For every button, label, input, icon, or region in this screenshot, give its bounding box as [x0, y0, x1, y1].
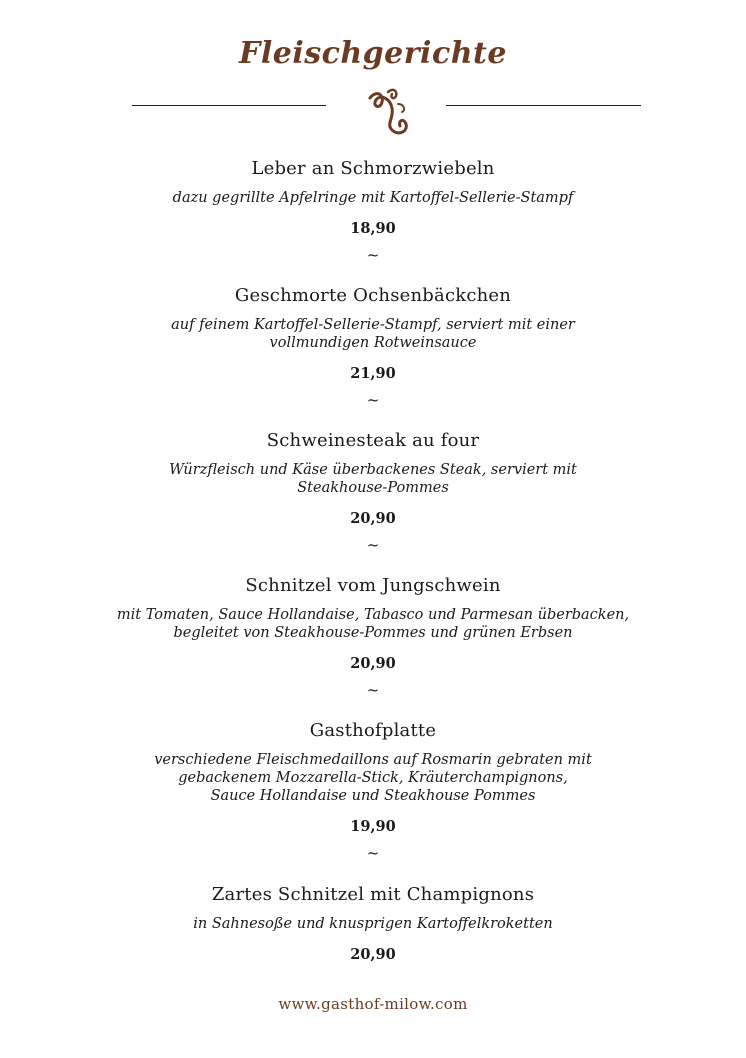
dish-price: 18,90 — [350, 220, 396, 237]
divider-right — [446, 105, 641, 106]
divider-left — [132, 105, 326, 106]
dish-price: 20,90 — [350, 946, 396, 963]
menu-item — [0, 430, 746, 552]
website-link[interactable]: www.gasthof-milow.com — [278, 995, 468, 1013]
dish-description: mit Tomaten, Sauce Hollandaise, Tabasco und Parmesan überbacken, begleitet von Steakhouse-Pommes und grünen Erbsen — [116, 607, 630, 641]
dish-description: dazu gegrillte Apfelringe mit Kartoffel-Sellerie-Stampf — [172, 190, 574, 206]
item-separator: ~ — [366, 536, 380, 554]
dish-name: Geschmorte Ochsenbäckchen — [234, 285, 512, 306]
dish-price: 19,90 — [350, 818, 396, 835]
dish-description: Würzfleisch und Käse überbackenes Steak, serviert mit Steakhouse-Pommes — [169, 462, 577, 496]
dish-description: in Sahnesoße und knusprigen Kartoffelkroketten — [193, 916, 553, 932]
item-separator: ~ — [366, 246, 380, 264]
menu-item — [0, 575, 746, 697]
dish-name: Zartes Schnitzel mit Champignons — [211, 884, 535, 905]
dish-price: 21,90 — [350, 365, 396, 382]
dish-description: auf feinem Kartoffel-Sellerie-Stampf, serviert mit einer vollmundigen Rotweinsauce — [171, 317, 575, 351]
item-separator: ~ — [366, 681, 380, 699]
dish-price: 20,90 — [350, 655, 396, 672]
dish-name: Schnitzel vom Jungschwein — [245, 575, 501, 596]
menu-item — [0, 285, 746, 407]
item-separator: ~ — [366, 391, 380, 409]
menu-item — [0, 884, 746, 964]
dish-name: Schweinesteak au four — [266, 430, 480, 451]
item-separator: ~ — [366, 844, 380, 862]
dish-name: Leber an Schmorzwiebeln — [251, 158, 495, 179]
dish-name: Gasthofplatte — [309, 720, 437, 741]
menu-item — [0, 720, 746, 860]
dish-price: 20,90 — [350, 510, 396, 527]
menu-item — [0, 158, 746, 262]
ornament-flourish-icon — [362, 84, 414, 142]
page-title: Fleischgerichte — [239, 36, 507, 71]
dish-description: verschiedene Fleischmedaillons auf Rosmarin gebraten mit gebackenem Mozzarella-Stick, Kräuterchampignons, Sauce Hollandaise und Steakhouse Pommes — [154, 752, 592, 804]
